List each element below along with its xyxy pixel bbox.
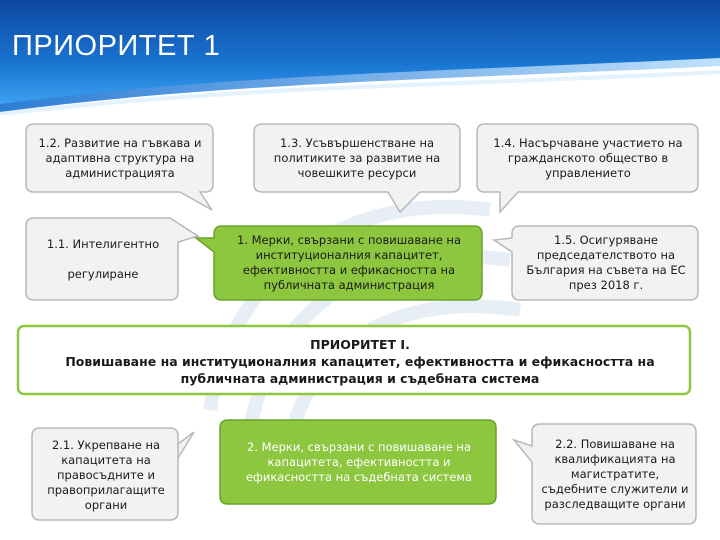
central-priority-description: Повишаване на институционалния капацитет, ефективността и ефикасността на публичната администрация и съдебната система	[65, 353, 655, 386]
bubble-2-2-text: 2.2. Повишаване на квалификацията на магистратите, съдебните служители и разследващите органи	[541, 436, 689, 511]
bubble-1-4-text: 1.4. Насърчаване участието на гражданското общество в управлението	[493, 135, 683, 180]
bubble-1-text: 1. Мерки, свързани с повишаване на институционалния капацитет, ефективността и ефикасността на публичната администрация	[237, 233, 461, 292]
bubble-1-3-text: 1.3. Усъвършенстване на политиките за развитие на човешките ресурси	[273, 135, 441, 180]
bubble-1-1-text: 1.1. Интелигентно регулиране	[46, 236, 160, 281]
bubble-1-5-text: 1.5. Осигуряване председателството на България на съвета на ЕС през 2018 г.	[526, 233, 686, 292]
page-title: ПРИОРИТЕТ 1	[12, 30, 221, 62]
bubble-1-2-text: 1.2. Развитие на гъвкава и адаптивна структура на администрацията	[38, 135, 202, 180]
central-priority-box	[10, 330, 710, 392]
bubble-2-text: 2. Мерки, свързани с повишаване на капацитета, ефективността и ефикасността на съдебната система	[245, 439, 473, 484]
bubble-2-1-text: 2.1. Укрепване на капацитета на правосъдните и правоприлагащите органи	[47, 437, 165, 512]
central-priority-heading: ПРИОРИТЕТ I.	[310, 336, 410, 352]
